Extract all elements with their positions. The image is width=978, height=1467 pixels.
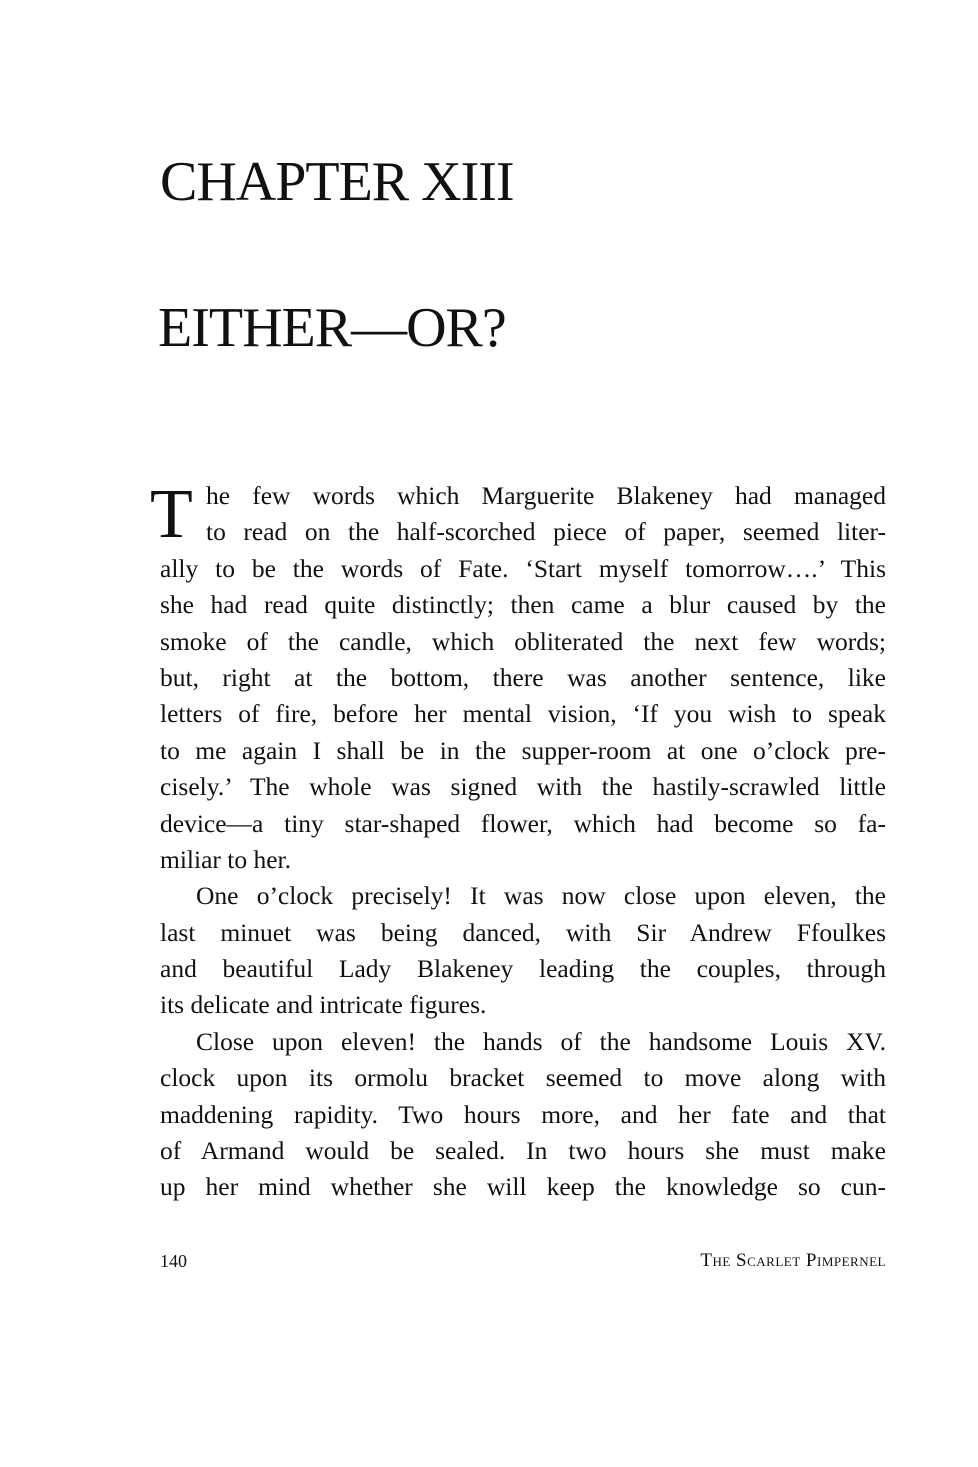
text-line: maddening rapidity. Two hours more, and her fate and that (160, 1099, 886, 1129)
page-number: 140 (160, 1251, 187, 1271)
text-line: last minuet was being danced, with Sir Andrew Ffoulkes (160, 917, 886, 947)
body-text (150, 476, 886, 1206)
text-line: to read on the half-scorched piece of paper, seemed liter- (206, 517, 886, 547)
text-line: device—a tiny star-shaped flower, which had become so fa- (160, 808, 886, 838)
chapter-title: EITHER—OR? (158, 297, 506, 359)
text-line: letters of fire, before her mental vision, ‘If you wish to speak (160, 699, 886, 729)
text-line: ally to be the words of Fate. ‘Start myself tomorrow….’ This (160, 553, 886, 583)
drop-cap: T (150, 476, 193, 553)
text-line: smoke of the candle, which obliterated the next few words; (160, 626, 886, 656)
text-line: she had read quite distinctly; then came a blur caused by the (160, 590, 886, 620)
text-line: to me again I shall be in the supper-room at one o’clock pre- (160, 735, 886, 765)
text-line: Close upon eleven! the hands of the handsome Louis XV. (196, 1026, 886, 1056)
text-line: cisely.’ The whole was signed with the hastily-scrawled little (160, 772, 886, 802)
text-line: miliar to her. (160, 844, 292, 874)
text-line: One o’clock precisely! It was now close upon eleven, the (196, 881, 886, 911)
text-line: but, right at the bottom, there was another sentence, like (160, 662, 886, 692)
text-line: clock upon its ormolu bracket seemed to move along with (160, 1063, 886, 1093)
running-head: The Scarlet Pimpernel (700, 1250, 886, 1271)
text-line: up her mind whether she will keep the knowledge so cun- (160, 1172, 886, 1202)
text-line: and beautiful Lady Blakeney leading the couples, through (160, 954, 886, 984)
text-line: its delicate and intricate figures. (160, 990, 487, 1020)
chapter-number: CHAPTER XIII (160, 151, 514, 213)
page-footer (160, 1246, 886, 1276)
text-line: of Armand would be sealed. In two hours she must make (160, 1136, 886, 1166)
text-line: he few words which Marguerite Blakeney had managed (206, 481, 886, 510)
